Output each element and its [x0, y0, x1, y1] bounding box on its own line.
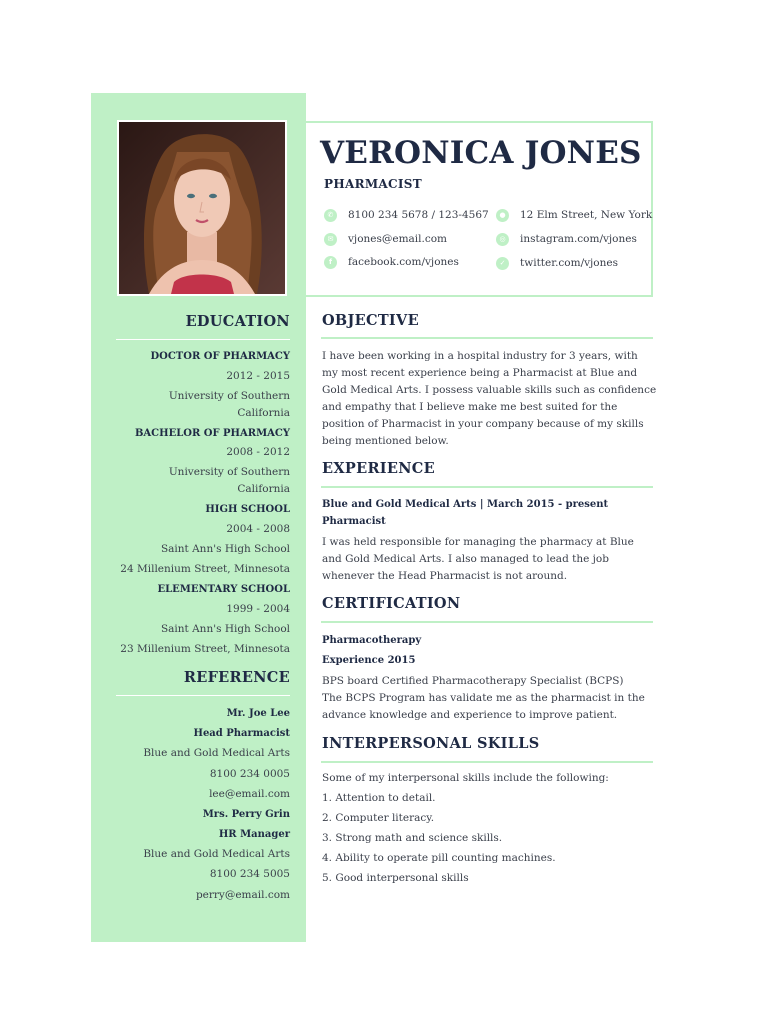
- reference-line: 8100 234 0005: [209, 768, 290, 780]
- experience-divider: [321, 486, 653, 488]
- candidate-name: VERONICA JONES: [320, 135, 642, 171]
- contact-facebook: [324, 254, 459, 270]
- education-line: 24 Millenium Street, Minnesota: [120, 563, 290, 575]
- contact-email: [324, 231, 447, 247]
- location-icon: ●: [496, 209, 509, 222]
- objective-line: being mentioned below.: [322, 435, 449, 447]
- experience-heading: EXPERIENCE: [322, 460, 435, 477]
- reference-line: lee@email.com: [209, 788, 290, 800]
- contact-twitter: [496, 255, 618, 271]
- reference-line: Mrs. Perry Grin: [202, 809, 290, 820]
- contact-instagram: [496, 231, 637, 247]
- experience-line: I was held responsible for managing the pharmacy at Blue: [322, 536, 634, 548]
- reference-line: perry@email.com: [195, 889, 290, 901]
- education-line: 2008 - 2012: [226, 446, 290, 458]
- skills-line: 3. Strong math and science skills.: [322, 832, 503, 844]
- reference-heading: [116, 669, 290, 689]
- objective-line: and empathy that I believe make me best suited for the: [322, 401, 618, 413]
- skills-heading: INTERPERSONAL SKILLS: [322, 735, 540, 752]
- contact-email-text: vjones@email.com: [348, 233, 448, 245]
- education-line: BACHELOR OF PHARMACY: [134, 428, 290, 439]
- contact-facebook-text: facebook.com/vjones: [348, 256, 459, 268]
- objective-line: Gold Medical Arts. I possess valuable skills such as confidence: [322, 384, 657, 396]
- contact-phone-text: 8100 234 5678 / 123-4567: [348, 209, 489, 221]
- skills-line: Some of my interpersonal skills include the following:: [322, 772, 609, 784]
- job-title: PHARMACIST: [324, 177, 422, 191]
- education-line: 2004 - 2008: [226, 523, 290, 535]
- objective-divider: [321, 337, 653, 339]
- objective-line: my most recent experience being a Pharmacist at Blue and: [322, 367, 638, 379]
- objective-heading: OBJECTIVE: [322, 312, 419, 329]
- contact-twitter-text: twitter.com/vjones: [520, 257, 618, 269]
- certification-line: Experience 2015: [322, 655, 416, 666]
- objective-line: position of Pharmacist in your company because of my skills: [322, 418, 644, 430]
- reference-line: HR Manager: [218, 829, 290, 840]
- contact-instagram-text: instagram.com/vjones: [520, 233, 637, 245]
- education-line: University of Southern: [168, 390, 290, 402]
- reference-line: 8100 234 5005: [209, 868, 290, 880]
- skills-line: 4. Ability to operate pill counting machines.: [322, 852, 556, 864]
- education-line: Saint Ann's High School: [160, 543, 290, 555]
- certification-divider: [321, 621, 653, 623]
- twitter-icon: ✓: [496, 257, 509, 270]
- contact-address-text: 12 Elm Street, New York: [520, 209, 653, 221]
- education-line: California: [237, 407, 290, 419]
- reference-line: Blue and Gold Medical Arts: [143, 747, 290, 759]
- experience-line: Blue and Gold Medical Arts | March 2015 - present: [322, 499, 609, 510]
- contact-address: [496, 207, 652, 223]
- reference-divider: [116, 695, 290, 696]
- objective-line: I have been working in a hospital industry for 3 years, with: [322, 350, 638, 362]
- education-line: 23 Millenium Street, Minnesota: [120, 643, 290, 655]
- skills-line: 2. Computer literacy.: [322, 812, 435, 824]
- facebook-icon: f: [324, 256, 337, 269]
- education-line: 1999 - 2004: [226, 603, 290, 615]
- education-line: DOCTOR OF PHARMACY: [150, 351, 290, 362]
- skills-divider: [321, 761, 653, 763]
- instagram-icon: ◎: [496, 233, 509, 246]
- education-divider: [116, 339, 290, 340]
- reference-line: Blue and Gold Medical Arts: [143, 848, 290, 860]
- reference-heading-text: REFERENCE: [183, 669, 290, 686]
- education-line: Saint Ann's High School: [160, 623, 290, 635]
- experience-line: whenever the Head Pharmacist is not around.: [322, 570, 568, 582]
- reference-line: Mr. Joe Lee: [226, 708, 290, 719]
- education-line: HIGH SCHOOL: [205, 504, 290, 515]
- certification-heading: CERTIFICATION: [322, 595, 461, 612]
- skills-line: 5. Good interpersonal skills: [322, 872, 469, 884]
- education-line: California: [237, 483, 290, 495]
- header-panel: [306, 121, 653, 297]
- education-heading-text: EDUCATION: [185, 313, 290, 330]
- education-line: 2012 - 2015: [226, 370, 290, 382]
- contact-phone: [324, 207, 489, 223]
- experience-line: and Gold Medical Arts. I also managed to lead the job: [322, 553, 609, 565]
- experience-line: Pharmacist: [322, 516, 386, 527]
- reference-line: Head Pharmacist: [193, 728, 290, 739]
- skills-line: 1. Attention to detail.: [322, 792, 436, 804]
- certification-line: Pharmacotherapy: [322, 635, 422, 646]
- certification-line: BPS board Certified Pharmacotherapy Specialist (BCPS): [322, 675, 624, 687]
- certification-line: The BCPS Program has validate me as the pharmacist in the: [322, 692, 645, 704]
- education-line: University of Southern: [168, 466, 290, 478]
- education-line: ELEMENTARY SCHOOL: [157, 584, 290, 595]
- profile-photo: [117, 120, 287, 296]
- certification-line: advance knowledge and experience to improve patient.: [322, 709, 618, 721]
- phone-icon: ✆: [324, 209, 337, 222]
- email-icon: ✉: [324, 233, 337, 246]
- education-heading: [116, 313, 290, 333]
